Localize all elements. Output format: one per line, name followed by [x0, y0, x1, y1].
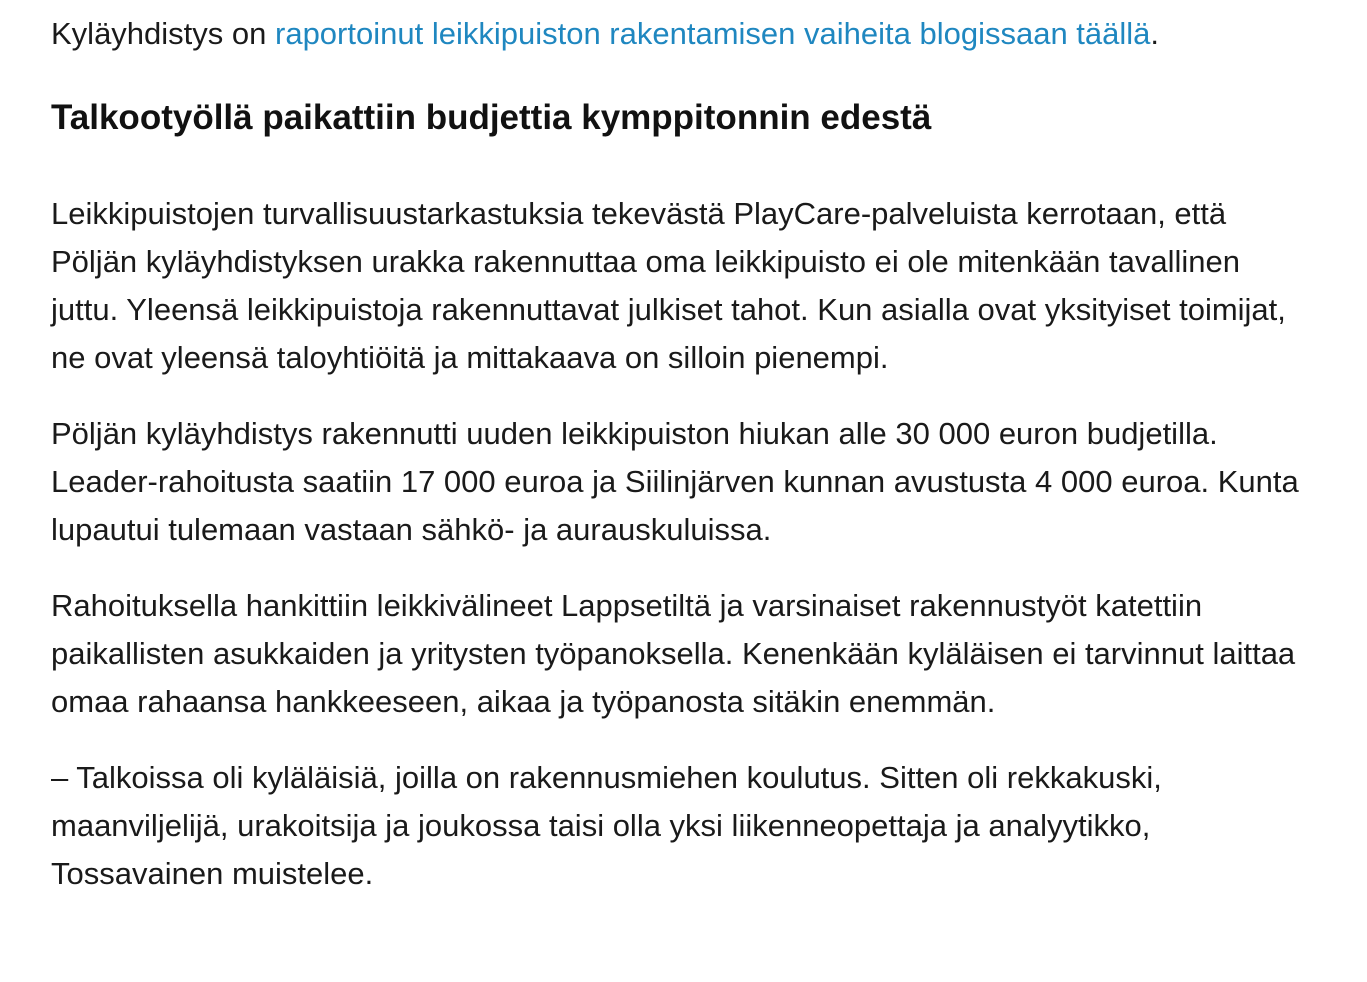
paragraph-playcare: Leikkipuistojen turvallisuustarkastuksia tekevästä PlayCare-palveluista kerrotaan, että Pöljän kyläyhdistyksen urakka rakennuttaa oma leikkipuisto ei ole mitenkään tavallinen juttu. Yleensä leikkipuistoja rakennuttavat julkiset tahot. Kun asialla ovat yksityiset toimijat, ne ovat yleensä taloyhtiöitä ja mittakaava on silloin pienempi.	[51, 196, 1286, 375]
section-heading: Talkootyöllä paikattiin budjettia kymppitonnin edestä	[51, 98, 932, 137]
paragraph-funding: Rahoituksella hankittiin leikkivälineet Lappsetiltä ja varsinaiset rakennustyöt katettiin paikallisten asukkaiden ja yritysten työpanoksella. Kenenkään kyläläisen ei tarvinnut laittaa omaa rahaansa hankkeeseen, aikaa ja työpanosta sitäkin enemmän.	[51, 588, 1296, 719]
intro-paragraph	[51, 10, 1311, 58]
intro-prefix: Kyläyhdistys on	[51, 16, 275, 51]
paragraph-budget: Pöljän kyläyhdistys rakennutti uuden leikkipuiston hiukan alle 30 000 euron budjetilla. Leader-rahoitusta saatiin 17 000 euroa ja Siilinjärven kunnan avustusta 4 000 euroa. Kunta lupautui tulemaan vastaan sähkö- ja aurauskuluissa.	[51, 416, 1299, 547]
blog-link[interactable]: raportoinut leikkipuiston rakentamisen vaiheita blogissaan täällä	[275, 16, 1151, 51]
paragraph-quote: – Talkoissa oli kyläläisiä, joilla on rakennusmiehen koulutus. Sitten oli rekkakuski, maanviljelijä, urakoitsija ja joukossa taisi olla yksi liikenneopettaja ja analyytikko, Tossavainen muistelee.	[51, 760, 1162, 891]
intro-suffix: .	[1150, 16, 1160, 51]
